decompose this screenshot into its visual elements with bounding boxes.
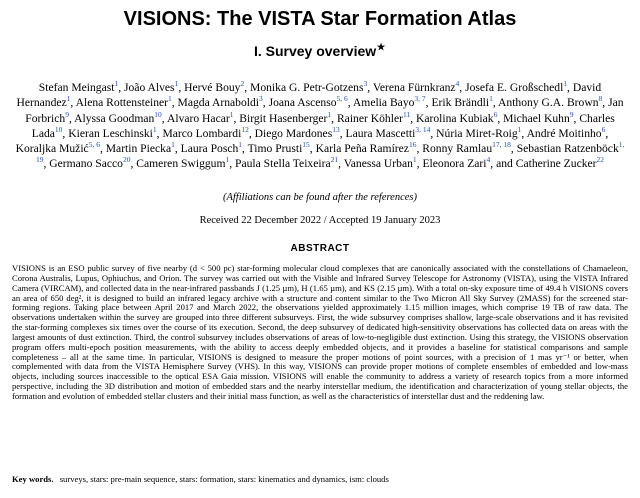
author-name: João Alves [124,81,175,94]
author-name: Josefa E. Großschedl [465,81,564,94]
author-affiliation-ref[interactable]: 6 [601,125,606,135]
author-conjunction: and [496,157,513,171]
author-name: Timo Prusti [247,142,303,156]
author-affiliation-ref[interactable]: 1 [66,94,71,104]
author-affiliation-ref[interactable]: 3 [363,79,368,89]
author-entry [184,81,244,94]
author-affiliation-ref[interactable]: 1 [152,125,157,135]
author-name: Ronny Ramlau [422,142,493,156]
author-entry [336,109,411,125]
author-entry [181,142,242,155]
paper-subtitle [0,42,640,60]
author-name: Rainer Köhler [336,111,403,125]
author-name: Núria Miret-Roig [436,126,518,140]
author-entry [106,142,175,155]
author-entry [436,127,521,140]
author-entry [248,142,310,155]
author-affiliation-ref[interactable]: 21 [330,155,339,165]
paper-title: VISIONS: The VISTA Star Formation Atlas [123,8,517,30]
author-name: Laura Mascetti [345,126,416,140]
author-name: Birgit Hasenberger [239,111,328,125]
author-affiliation-ref[interactable]: 1, 19 [35,140,625,165]
author-name: Jan Forbrich [25,96,624,125]
affiliations-note: (Affiliations can be found after the references) [222,192,417,203]
author-affiliation-ref[interactable]: 10 [154,109,162,119]
author-name: Anthony G.A. Brown [498,96,599,110]
author-name: Germano Sacco [49,157,123,171]
author-entry [269,96,348,109]
author-entry [68,127,156,140]
author-entry [76,96,172,109]
author-affiliation-ref[interactable]: 2 [240,79,245,89]
author-name: Stefan Meingast [38,81,115,94]
author-affiliation-ref[interactable]: 1 [489,94,493,104]
author-entry [498,96,602,109]
author-name: Monika G. Petr-Gotzens [250,81,364,94]
author-entry [373,81,459,94]
author-affiliation-ref[interactable]: 8 [598,94,603,104]
author-entry [235,157,338,170]
author-entry [316,142,417,155]
author-entry [166,109,234,125]
author-affiliation-ref[interactable]: 16 [408,140,417,150]
author-name: Diego Mardones [254,126,333,140]
keywords-label: Key words. [12,474,54,484]
author-affiliation-ref[interactable]: 5, 6 [88,140,100,150]
keywords-text: surveys, stars: pre-main sequence, stars: formation, stars: kinematics and dynamics, ism: clouds [59,474,389,484]
author-affiliation-ref[interactable]: 12 [241,125,249,135]
author-name: Catherine Zucker [515,157,597,171]
author-name: Laura Posch [180,142,239,156]
author-affiliation-ref[interactable]: 6 [493,109,498,119]
author-entry [415,109,498,125]
author-name: Sebastian Ratzenböck [516,142,619,156]
author-entry [124,81,178,94]
author-entry [353,96,426,109]
author-entry [344,157,417,170]
author-entry [422,157,490,170]
abstract-body: VISIONS is an ESO public survey of five nearby (d < 500 pc) star-forming molecular cloud complexes that are canonically associated with the constellations of Chamaeleon, Corona Australis, Lupus, Ophiuchus, and Orion. The survey was carried out with the Visible and Infrared Survey Telescope for Astronomy (VISTA), using the VISTA Infrared Camera (VIRCAM), and collected data in the near-infrared passbands J (1.25 µm), H (1.65 µm), and KS (2.15 µm). With a total on-sky exposure time of 49.4 h VISIONS covers an area of 650 deg², it is designed to build an infrared legacy archive with a structure and content similar to the Two Micron All Sky Survey (2MASS) for the screened star-forming regions. Taking place between April 2017 and March 2022, the observations yielded approximately 1.15 million images, which comprise 19 TB of raw data. The observations undertaken within the survey are grouped into three different subsurveys. First, the wide subsurvey comprises shallow, large-scale observations and it has revisited the star-forming complexes six times over the course of its execution. Second, the deep subsurvey of dedicated high-sensitivity observations has collected data on areas with the largest amounts of dust extinction. Third, the control subsurvey includes observations of areas of low-to-negligible dust extinction. Using this strategy, the VISIONS observation program offers multi-epoch position measurements, with the ability to access deeply embedded objects, and it provides a baseline for statistical comparisons and sample completeness – all at the same time. In particular, VISIONS is designed to measure the proper motions of point sources, with a precision of 1 mas yr⁻¹ or better, when complemented with data from the VISTA Hemisphere Survey (VHS). In this way, VISIONS can provide proper motions of complete ensembles of embedded and low-mass objects, including sources inaccessible to the optical ESA Gaia mission. VISIONS will enable the community to address a variety of research topics from a more informed perspective, including the 3D distribution and motion of embedded stars and the nearby interstellar medium, the identification and characterization of young stellar objects, the formation and evolution of embedded stellar clusters and their initial mass function, as well as the characteristics of interstellar dust and the reddening law. [12,263,628,401]
author-name: Charles Lada [31,111,615,140]
author-entry [527,127,606,140]
author-name: Hervé Bouy [184,81,241,94]
author-name: André Moitinho [526,126,602,140]
author-name: Paula Stella Teixeira [235,157,331,171]
author-entry [465,81,567,94]
author-affiliation-ref[interactable]: 4 [486,155,491,165]
author-name: Karla Peña Ramírez [315,142,409,156]
author-affiliation-ref[interactable]: 1 [412,155,417,165]
author-entry [516,157,604,170]
author-name: Marco Lombardi [162,126,242,140]
author-name: Karolina Kubiak [415,111,494,125]
author-entry [136,157,229,170]
author-name: Martin Piecka [105,142,172,156]
author-affiliation-ref[interactable]: 1 [174,79,179,89]
author-name: Joana Ascenso [268,96,337,110]
author-entry [162,127,248,140]
author-affiliation-ref[interactable]: 1 [114,79,119,89]
author-name: Eleonora Zari [422,157,487,171]
author-affiliation-ref[interactable]: 22 [596,155,605,165]
author-name: Kieran Leschinski [68,126,153,140]
subtitle-text: I. Survey overview [253,43,377,59]
author-entry [422,142,511,155]
author-affiliation-ref[interactable]: 20 [122,155,131,165]
author-entry [49,157,130,170]
author-entry [16,142,100,155]
author-affiliation-ref[interactable]: 3, 7 [414,94,426,104]
author-name: Amelia Bayo [352,96,415,110]
author-entry [346,127,431,140]
author-name: Michael Kuhn [503,111,570,125]
author-entry [74,109,162,125]
author-affiliation-ref[interactable]: 11 [402,109,411,119]
author-entry [255,127,340,140]
received-accepted-dates: Received 22 December 2022 / Accepted 19 January 2023 [199,215,441,226]
author-affiliation-ref[interactable]: 17, 18 [492,140,511,150]
subtitle-footnote-mark: ★ [376,41,387,54]
author-entry [178,96,263,109]
author-affiliation-ref[interactable]: 5, 6 [336,94,348,104]
author-affiliation-ref[interactable]: 9 [569,109,574,119]
keywords [12,474,628,485]
author-entry [239,109,332,125]
author-list: Stefan Meingast$^1$, João Alves$^1$, Hervé Bouy$^2$, Monika G. Petr-Gotzens$^3$, Verena Fürnkranz$^4$, Josefa E. Großschedl$^1$, David Hernandez$^1$, Alena Rottensteiner$^1$, Magda Arnaboldi$^3$, Joana Ascenso$^{5, 6}$, Amelia Bayo$^{3, 7}$, Erik Brändli$^1$, Anthony G.A. Brown$^8$, Jan Forbrich$^9$, Alyssa Goodman$^{10}$, Alvaro Hacar$^1$, Birgit Hasenberger$^1$, Rainer Köhler$^{11}$, Karolina Kubiak$^6$, Michael Kuhn$^9$, Charles Lada$^{10}$, Kieran Leschinski$^1$, Marco Lombardi$^{12}$, Diego Mardones$^{13}$, Laura Mascetti$^{3, 14}$, Núria Miret-Roig$^1$, André Moitinho$^6$, Koraljka Mužić$^{5, 6}$, Martin Piecka$^1$, Laura Posch$^1$, Timo Prusti$^{15}$, Karla Peña Ramírez$^{16}$, Ronny Ramlau$^{17, 18}$, Sebastian Ratzenböck$^{1, 19}$, Germano Sacco$^{20}$, Cameren Swiggum$^1$, Paula Stella Teixeira$^{21}$, Vanessa Urban$^1$, Eleonora Zari$^4$, and Catherine Zucker$^{22}$ [15,79,625,171]
author-affiliation-ref[interactable]: 3 [259,94,263,104]
author-name: Koraljka Mužić [15,142,89,156]
author-name: Alyssa Goodman [74,111,155,125]
author-entry [503,109,574,125]
author-name: Alvaro Hacar [166,111,230,125]
author-affiliation-ref[interactable]: 1 [563,79,568,89]
author-affiliation-ref[interactable]: 1 [238,140,243,150]
author-name: Cameren Swiggum [136,157,226,171]
author-affiliation-ref[interactable]: 9 [65,109,69,119]
author-affiliation-ref[interactable]: 1 [327,109,332,119]
author-affiliation-ref[interactable]: 4 [455,79,460,89]
author-affiliation-ref[interactable]: 10 [54,125,63,135]
author-entry [250,81,367,94]
author-affiliation-ref[interactable]: 13 [332,125,340,135]
author-affiliation-ref[interactable]: 1 [171,140,175,150]
author-entry [431,96,492,109]
author-affiliation-ref[interactable]: 1 [168,94,172,104]
author-entry [39,81,118,94]
abstract-heading: ABSTRACT [290,243,350,254]
author-name: Alena Rottensteiner [75,96,168,110]
author-name: Erik Brändli [431,96,490,110]
author-affiliation-ref[interactable]: 15 [302,140,310,150]
author-name: Vanessa Urban [343,157,413,171]
author-affiliation-ref[interactable]: 3, 14 [415,125,431,135]
author-affiliation-ref[interactable]: 1 [517,125,522,135]
author-affiliation-ref[interactable]: 1 [225,155,230,165]
author-affiliation-ref[interactable]: 1 [229,109,234,119]
author-name: David Hernandez [16,81,602,110]
author-name: Verena Fürnkranz [372,81,456,94]
author-name: Magda Arnaboldi [177,96,260,110]
